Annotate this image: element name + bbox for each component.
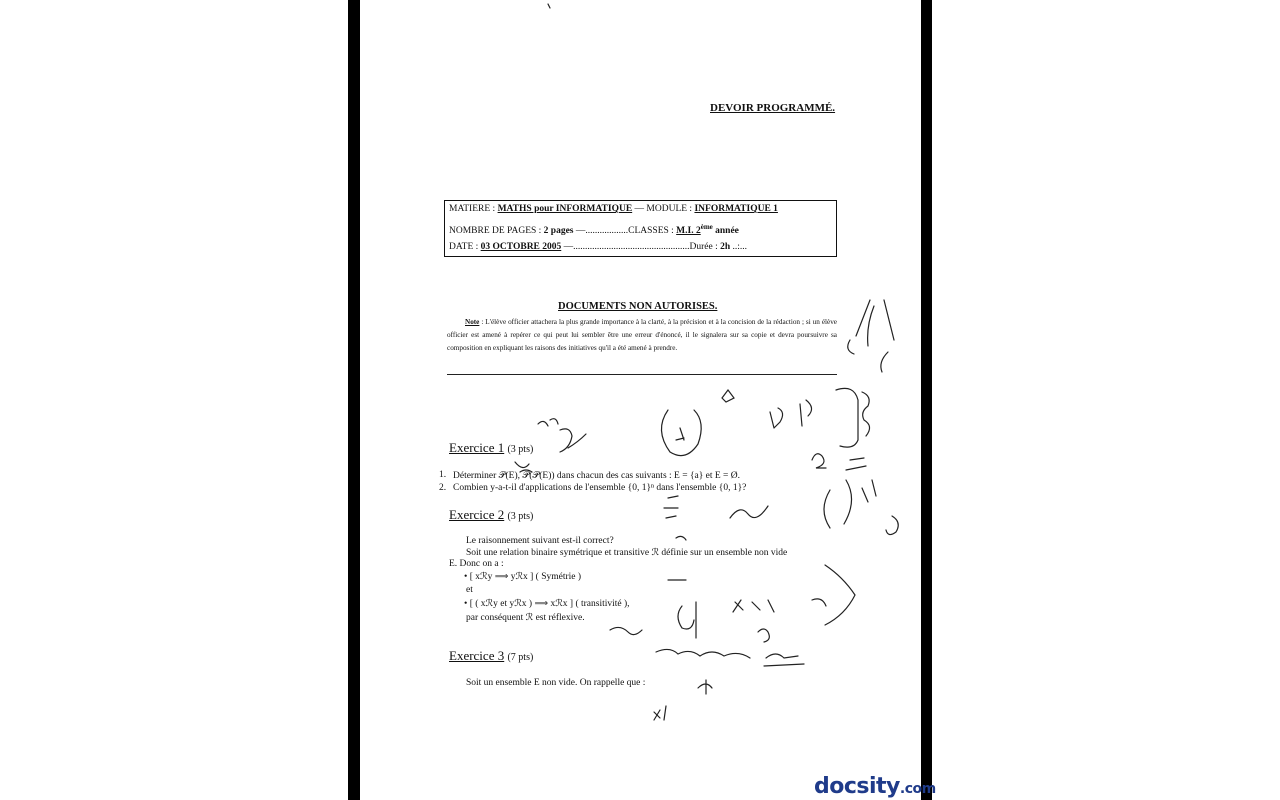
pages-value: 2 pages	[543, 226, 574, 237]
exercice1-q1-num: 1.	[439, 470, 447, 480]
exercice3-heading	[449, 648, 533, 664]
info-line-pages	[449, 223, 739, 236]
exercice2-heading	[449, 507, 533, 523]
module-label: — MODULE :	[632, 204, 695, 214]
date-value: 03 OCTOBRE 2005	[480, 242, 562, 252]
pages-label: NOMBRE DE PAGES :	[449, 226, 544, 237]
exercice2-points: (3 pts)	[507, 511, 534, 522]
exercice1-q2: Combien y-a-t-il d'applications de l'ensemble {0, 1}ⁿ dans l'ensemble {0, 1}?	[453, 483, 747, 493]
exercice2-line3: E. Donc on a :	[449, 559, 504, 569]
duree-value: 2h	[720, 242, 731, 252]
note-label: Note	[465, 318, 480, 326]
module-value: INFORMATIQUE 1	[694, 204, 778, 214]
matiere-value: MATHS pour INFORMATIQUE	[497, 204, 633, 214]
divider	[447, 374, 837, 375]
info-box	[444, 200, 837, 257]
info-line-subject	[449, 204, 778, 214]
page-title: DEVOIR PROGRAMMÉ.	[710, 102, 836, 114]
scan-border-right	[921, 0, 932, 800]
duree-tail: ..:...	[730, 242, 748, 252]
date-label: DATE :	[449, 242, 481, 252]
exercice2-title: Exercice 2	[449, 507, 505, 522]
matiere-label: MATIERE :	[449, 204, 498, 214]
exercice1-q1: Déterminer 𝒫(E), 𝒫(𝒫(E)) dans chacun des cas suivants : E = {a} et E = Ø.	[453, 471, 741, 481]
classe-sup: ème	[700, 223, 713, 231]
exercice3-points: (7 pts)	[507, 652, 534, 663]
note-paragraph	[447, 316, 837, 355]
classe-value: M.I. 2	[676, 226, 701, 237]
docsity-logo-text: docsity	[814, 774, 900, 799]
exercice1-points: (3 pts)	[507, 444, 534, 455]
docs-title: DOCUMENTS NON AUTORISES.	[558, 301, 718, 312]
info-line-date	[449, 242, 747, 252]
exercice2-line2: Soit une relation binaire symétrique et transitive ℛ définie sur un ensemble non vide	[466, 548, 788, 558]
classe-end: année	[712, 226, 739, 237]
docsity-logo	[814, 774, 936, 799]
exercice1-title: Exercice 1	[449, 440, 505, 455]
exercice2-bullet1: • [ xℛy ⟹ yℛx ] ( Symétrie )	[464, 572, 582, 582]
exercice2-et: et	[466, 585, 473, 595]
classes-label: —..................CLASSES :	[573, 226, 677, 237]
exercice3-title: Exercice 3	[449, 648, 505, 663]
exercice1-heading	[449, 440, 533, 456]
exercice2-line4: par conséquent ℛ est réflexive.	[466, 613, 585, 623]
exercice2-bullet2: • [ ( xℛy et yℛx ) ⟹ xℛx ] ( transitivité ),	[464, 599, 630, 609]
scan-border-left	[348, 0, 360, 800]
note-text: : L'élève officier attachera la plus grande importance à la clarté, à la précision et à la concision de la rédaction ; si un élève officier est amené à repérer ce qui peut lui sembler être une erreur d'énoncé, il le signalera sur sa copie et devra poursuivre sa composition en expliquant les raisons des initiatives qu'il a été amené à prendre.	[447, 318, 837, 352]
exercice2-line1: Le raisonnement suivant est-il correct?	[466, 536, 614, 546]
duree-label: —.................................................Durée :	[561, 242, 721, 252]
document-page	[360, 0, 921, 800]
docsity-logo-tld: .com	[899, 781, 936, 797]
exercice3-line1: Soit un ensemble E non vide. On rappelle que :	[466, 678, 646, 688]
exercice1-q2-num: 2.	[439, 483, 447, 493]
